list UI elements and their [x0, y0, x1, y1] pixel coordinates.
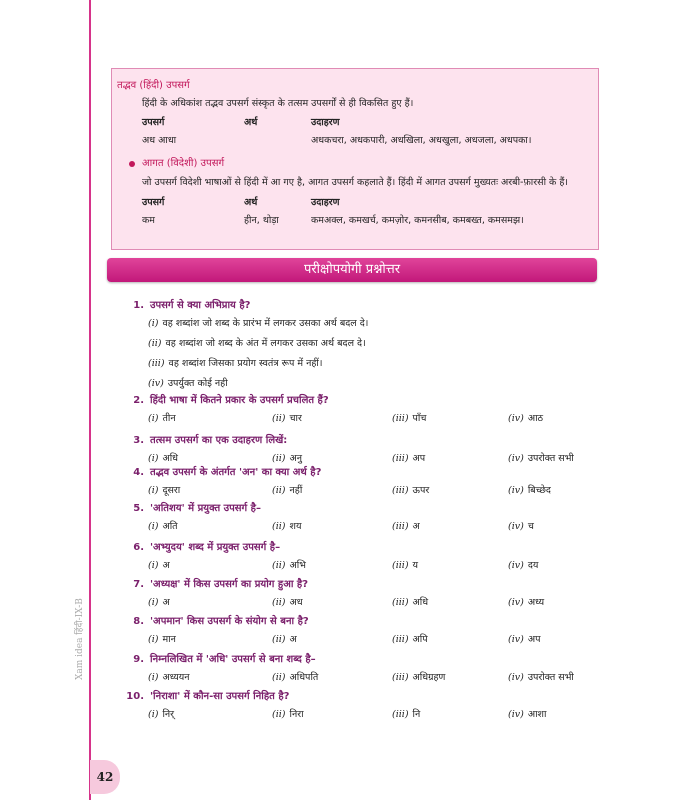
question-text: तत्सम उपसर्ग का एक उदाहरण लिखें:: [150, 435, 288, 446]
option-4: [508, 519, 534, 532]
question-number: 4.: [133, 467, 144, 478]
table-header-arth: अर्थ: [244, 117, 258, 128]
option-label: (iii): [392, 521, 409, 532]
question-6: [126, 539, 280, 553]
option-2: [272, 670, 318, 683]
option-4: [508, 632, 540, 645]
tadbhav-heading: तद्भव (हिंदी) उपसर्ग: [117, 80, 190, 91]
option-label: (iii): [392, 634, 409, 645]
table-header-upsarg: उपसर्ग: [142, 117, 165, 128]
option-2: [148, 336, 366, 349]
option-label: (iv): [508, 560, 524, 571]
option-2: [272, 483, 302, 496]
option-label: (iv): [508, 413, 524, 424]
option-1: [148, 483, 180, 496]
option-3: [392, 519, 420, 532]
question-text: निम्नलिखित में 'अधि' उपसर्ग से बना शब्द है–: [150, 654, 316, 665]
option-text: बिच्छेद: [527, 485, 551, 496]
option-text: अपि: [412, 634, 428, 645]
table-cell-udaharan: कमअक्ल, कमखर्च, कमज़ोर, कमनसीब, कमबख्त, कमसमझ।: [311, 215, 524, 226]
option-4: [508, 707, 546, 720]
tadbhav-description: हिंदी के अधिकांश तद्भव उपसर्ग संस्कृत के तत्सम उपसर्गों से ही विकसित हुए हैं।: [142, 98, 414, 109]
option-label: (i): [148, 318, 159, 329]
question-2: [126, 392, 329, 406]
option-label: (i): [148, 709, 159, 720]
upsarg-info-box: [111, 68, 599, 250]
option-4: [508, 483, 551, 496]
option-text: अ: [162, 560, 170, 571]
option-text: अप: [527, 634, 541, 645]
option-label: (ii): [272, 597, 286, 608]
option-text: पाँच: [412, 413, 427, 424]
option-4: [148, 376, 228, 389]
question-text: 'अध्यक्ष' में किस उपसर्ग का प्रयोग हुआ है?: [150, 579, 309, 590]
option-text: ऊपर: [412, 485, 430, 496]
option-text: निर्: [162, 709, 175, 720]
option-text: दय: [527, 560, 539, 571]
option-text: नि: [412, 709, 421, 720]
option-text: अ: [289, 634, 297, 645]
option-text: चार: [289, 413, 302, 424]
option-2: [272, 558, 306, 571]
option-text: अध्ययन: [162, 672, 190, 683]
question-7: [126, 576, 308, 590]
section-banner: [107, 258, 597, 282]
option-text: तीन: [162, 413, 176, 424]
option-text: अधि: [162, 453, 179, 464]
option-label: (ii): [272, 560, 286, 571]
option-text: आठ: [527, 413, 544, 424]
option-text: निरा: [289, 709, 304, 720]
option-2: [272, 519, 301, 532]
option-text: शय: [289, 521, 302, 532]
question-number: 8.: [133, 616, 144, 627]
option-text: अधिपति: [289, 672, 319, 683]
table-header-udaharan: उदाहरण: [311, 117, 340, 128]
table-header-upsarg: उपसर्ग: [142, 197, 165, 208]
question-8: [126, 613, 309, 627]
table-cell-arth: हीन, थोड़ा: [244, 215, 279, 226]
option-label: (iv): [508, 672, 524, 683]
option-label: (ii): [272, 485, 286, 496]
page-border-line: [89, 0, 91, 800]
question-number: 10.: [126, 691, 144, 702]
option-1: [148, 670, 190, 683]
option-label: (ii): [272, 521, 286, 532]
question-number: 6.: [133, 542, 144, 553]
question-text: 'निराशा' में कौन-सा उपसर्ग निहित है?: [150, 691, 290, 702]
aagat-description: जो उपसर्ग विदेशी भाषाओं से हिंदी में आ गए है, आगत उपसर्ग कहलाते हैं। हिंदी में आगत उपसर्ग मुख्यतः अरबी-फ़ारसी के हैं।: [142, 177, 569, 188]
option-4: [508, 670, 574, 683]
book-title-vertical: Xam idea हिंदी-IX-B: [75, 598, 85, 680]
option-label: (i): [148, 453, 159, 464]
aagat-heading: आगत (विदेशी) उपसर्ग: [142, 158, 225, 169]
option-2: [272, 707, 304, 720]
page-number: 42: [90, 760, 120, 794]
question-number: 9.: [133, 654, 144, 665]
option-text: अप: [412, 453, 426, 464]
option-label: (iv): [508, 634, 524, 645]
option-1: [148, 595, 170, 608]
option-2: [272, 451, 302, 464]
option-text: वह शब्दांश जो शब्द के अंत में लगकर उसका अर्थ बदल दे।: [165, 338, 366, 349]
option-label: (iii): [392, 413, 409, 424]
option-label: (ii): [272, 453, 286, 464]
question-10: [126, 688, 289, 702]
option-text: नहीं: [289, 485, 303, 496]
option-text: मान: [162, 634, 176, 645]
option-label: (ii): [272, 709, 286, 720]
option-3: [392, 632, 428, 645]
option-label: (iii): [148, 358, 165, 369]
option-1: [148, 632, 176, 645]
option-3: [392, 707, 420, 720]
question-text: 'अतिशय' में प्रयुक्त उपसर्ग है–: [150, 503, 261, 514]
option-label: (i): [148, 485, 159, 496]
question-5: [126, 500, 261, 514]
option-text: अ: [162, 597, 170, 608]
option-text: च: [527, 521, 534, 532]
option-text: वह शब्दांश जो शब्द के प्रारंभ में लगकर उसका अर्थ बदल दे।: [162, 318, 369, 329]
question-number: 1.: [133, 300, 144, 311]
table-header-arth: अर्थ: [244, 197, 258, 208]
option-2: [272, 411, 302, 424]
question-number: 3.: [133, 435, 144, 446]
option-label: (iii): [392, 672, 409, 683]
option-1: [148, 411, 176, 424]
option-text: अध: [289, 597, 303, 608]
option-label: (i): [148, 521, 159, 532]
question-text: 'अभ्युदय' शब्द में प्रयुक्त उपसर्ग है–: [150, 542, 281, 553]
table-header-udaharan: उदाहरण: [311, 197, 340, 208]
option-label: (iii): [392, 709, 409, 720]
question-number: 5.: [133, 503, 144, 514]
banner-title: परीक्षोपयोगी प्रश्नोत्तर: [303, 262, 401, 277]
option-label: (iv): [508, 453, 524, 464]
option-text: अध्य: [527, 597, 545, 608]
question-text: उपसर्ग से क्या अभिप्राय है?: [150, 300, 251, 311]
option-text: अभि: [289, 560, 306, 571]
option-2: [272, 632, 297, 645]
option-1: [148, 519, 178, 532]
option-3: [392, 451, 425, 464]
option-label: (iii): [392, 560, 409, 571]
option-label: (iii): [392, 597, 409, 608]
option-label: (i): [148, 634, 159, 645]
option-label: (i): [148, 672, 159, 683]
option-4: [508, 411, 543, 424]
option-3: [392, 411, 426, 424]
question-number: 7.: [133, 579, 144, 590]
question-text: तद्भव उपसर्ग के अंतर्गत 'अन' का क्या अर्थ है?: [150, 467, 322, 478]
option-text: य: [412, 560, 419, 571]
option-text: उपर्युक्त कोई नही: [167, 378, 228, 389]
question-number: 2.: [133, 395, 144, 406]
option-label: (ii): [272, 634, 286, 645]
table-cell-udaharan: अधकचरा, अधकपारी, अधखिला, अधखुला, अधजला, अधपका।: [311, 135, 532, 146]
option-1: [148, 707, 174, 720]
option-3: [392, 670, 445, 683]
option-text: अधि: [412, 597, 429, 608]
option-3: [148, 356, 322, 369]
option-text: अति: [162, 521, 178, 532]
option-label: (iv): [148, 378, 164, 389]
option-1: [148, 316, 368, 329]
question-9: [126, 651, 316, 665]
question-text: हिंदी भाषा में कितने प्रकार के उपसर्ग प्रचलित हैं?: [150, 395, 329, 406]
option-label: (i): [148, 560, 159, 571]
option-label: (iii): [392, 453, 409, 464]
question-text: 'अपमान' किस उपसर्ग के संयोग से बना है?: [150, 616, 309, 627]
option-text: उपरोक्त सभी: [527, 672, 574, 683]
option-4: [508, 595, 544, 608]
table-cell-upsarg: अध आधा: [142, 135, 177, 146]
option-label: (i): [148, 413, 159, 424]
option-text: अ: [412, 521, 420, 532]
bullet-icon: [129, 161, 135, 167]
option-text: अधिग्रहण: [412, 672, 446, 683]
option-2: [272, 595, 303, 608]
option-label: (ii): [272, 672, 286, 683]
option-text: उपरोक्त सभी: [527, 453, 574, 464]
option-text: अनु: [289, 453, 303, 464]
option-label: (iv): [508, 521, 524, 532]
option-3: [392, 558, 418, 571]
option-3: [392, 483, 429, 496]
question-3: [126, 432, 287, 446]
option-label: (ii): [148, 338, 162, 349]
option-1: [148, 558, 170, 571]
option-label: (i): [148, 597, 159, 608]
question-4: [126, 464, 321, 478]
option-label: (iv): [508, 597, 524, 608]
table-cell-upsarg: कम: [142, 215, 155, 226]
option-text: दूसरा: [162, 485, 181, 496]
option-label: (iv): [508, 709, 524, 720]
option-4: [508, 451, 574, 464]
option-3: [392, 595, 428, 608]
option-4: [508, 558, 538, 571]
option-label: (ii): [272, 413, 286, 424]
option-label: (iv): [508, 485, 524, 496]
option-text: आशा: [527, 709, 547, 720]
option-label: (iii): [392, 485, 409, 496]
option-1: [148, 451, 178, 464]
question-1: [126, 297, 250, 311]
option-text: वह शब्दांश जिसका प्रयोग स्वतंत्र रूप में नहीं।: [168, 358, 323, 369]
